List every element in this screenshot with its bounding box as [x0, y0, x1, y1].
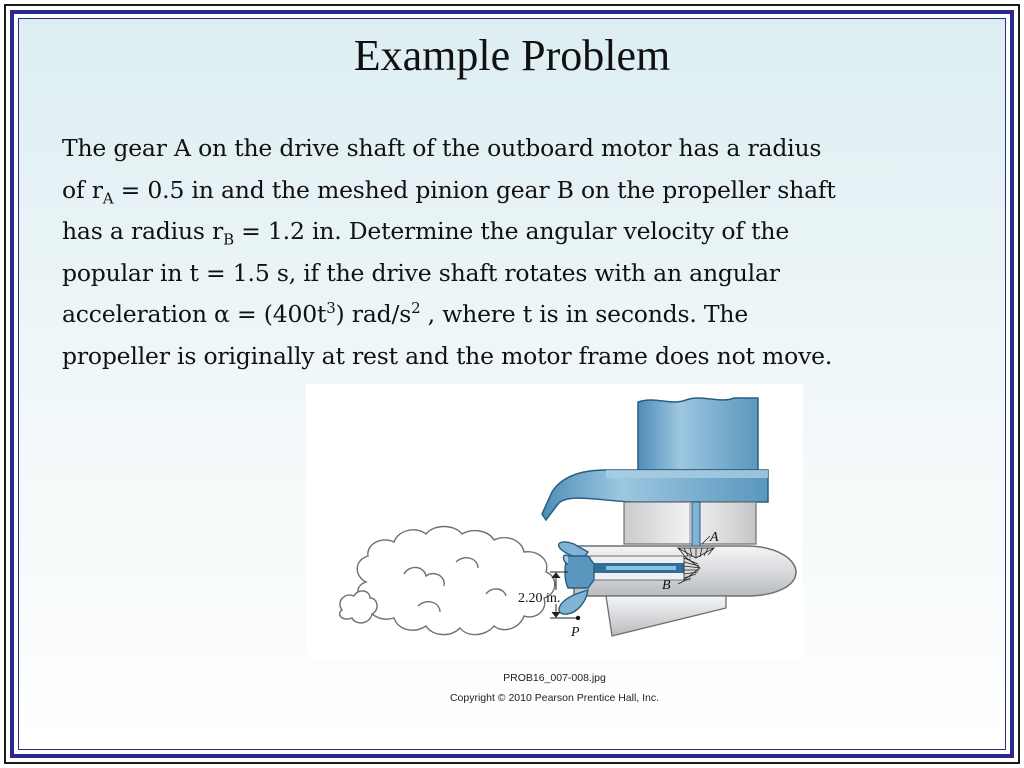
dimension-label: 2.20 in. [518, 591, 561, 606]
text-line-5: acceleration $\alpha = (400t^3)$ rad/$s^2$ , where t is in seconds. The [62, 299, 749, 328]
problem-statement [62, 128, 972, 377]
text-line-2: of $r_A = 0.5$ in and the meshed pinion gear B on the propeller shaft [62, 175, 836, 208]
outboard-motor-figure [306, 384, 803, 660]
text-line-1: The gear A on the drive shaft of the outboard motor has a radius [62, 134, 822, 162]
label-point-p: P [571, 625, 580, 640]
figure-copyright: Copyright © 2010 Pearson Prentice Hall, Inc. [449, 692, 660, 704]
outboard-motor-diagram [306, 384, 803, 660]
alpha-symbol: α [214, 300, 230, 328]
slide-title: Example Problem [353, 31, 671, 80]
label-gear-a: A [710, 530, 719, 545]
text-line-4: popular in t = 1.5 s, if the drive shaft rotates with an angular [62, 258, 780, 287]
label-gear-b: B [662, 578, 671, 593]
text-line-6: propeller is originally at rest and the motor frame does not move. [62, 341, 833, 370]
motor-housing [638, 398, 758, 470]
water-wake [340, 527, 555, 635]
point-p-marker [576, 616, 580, 620]
figure-filename: PROB16_007-008.jpg [503, 672, 606, 684]
text-line-3: has a radius $r_B = 1.2$ in. Determine the angular velocity of the [62, 217, 790, 249]
